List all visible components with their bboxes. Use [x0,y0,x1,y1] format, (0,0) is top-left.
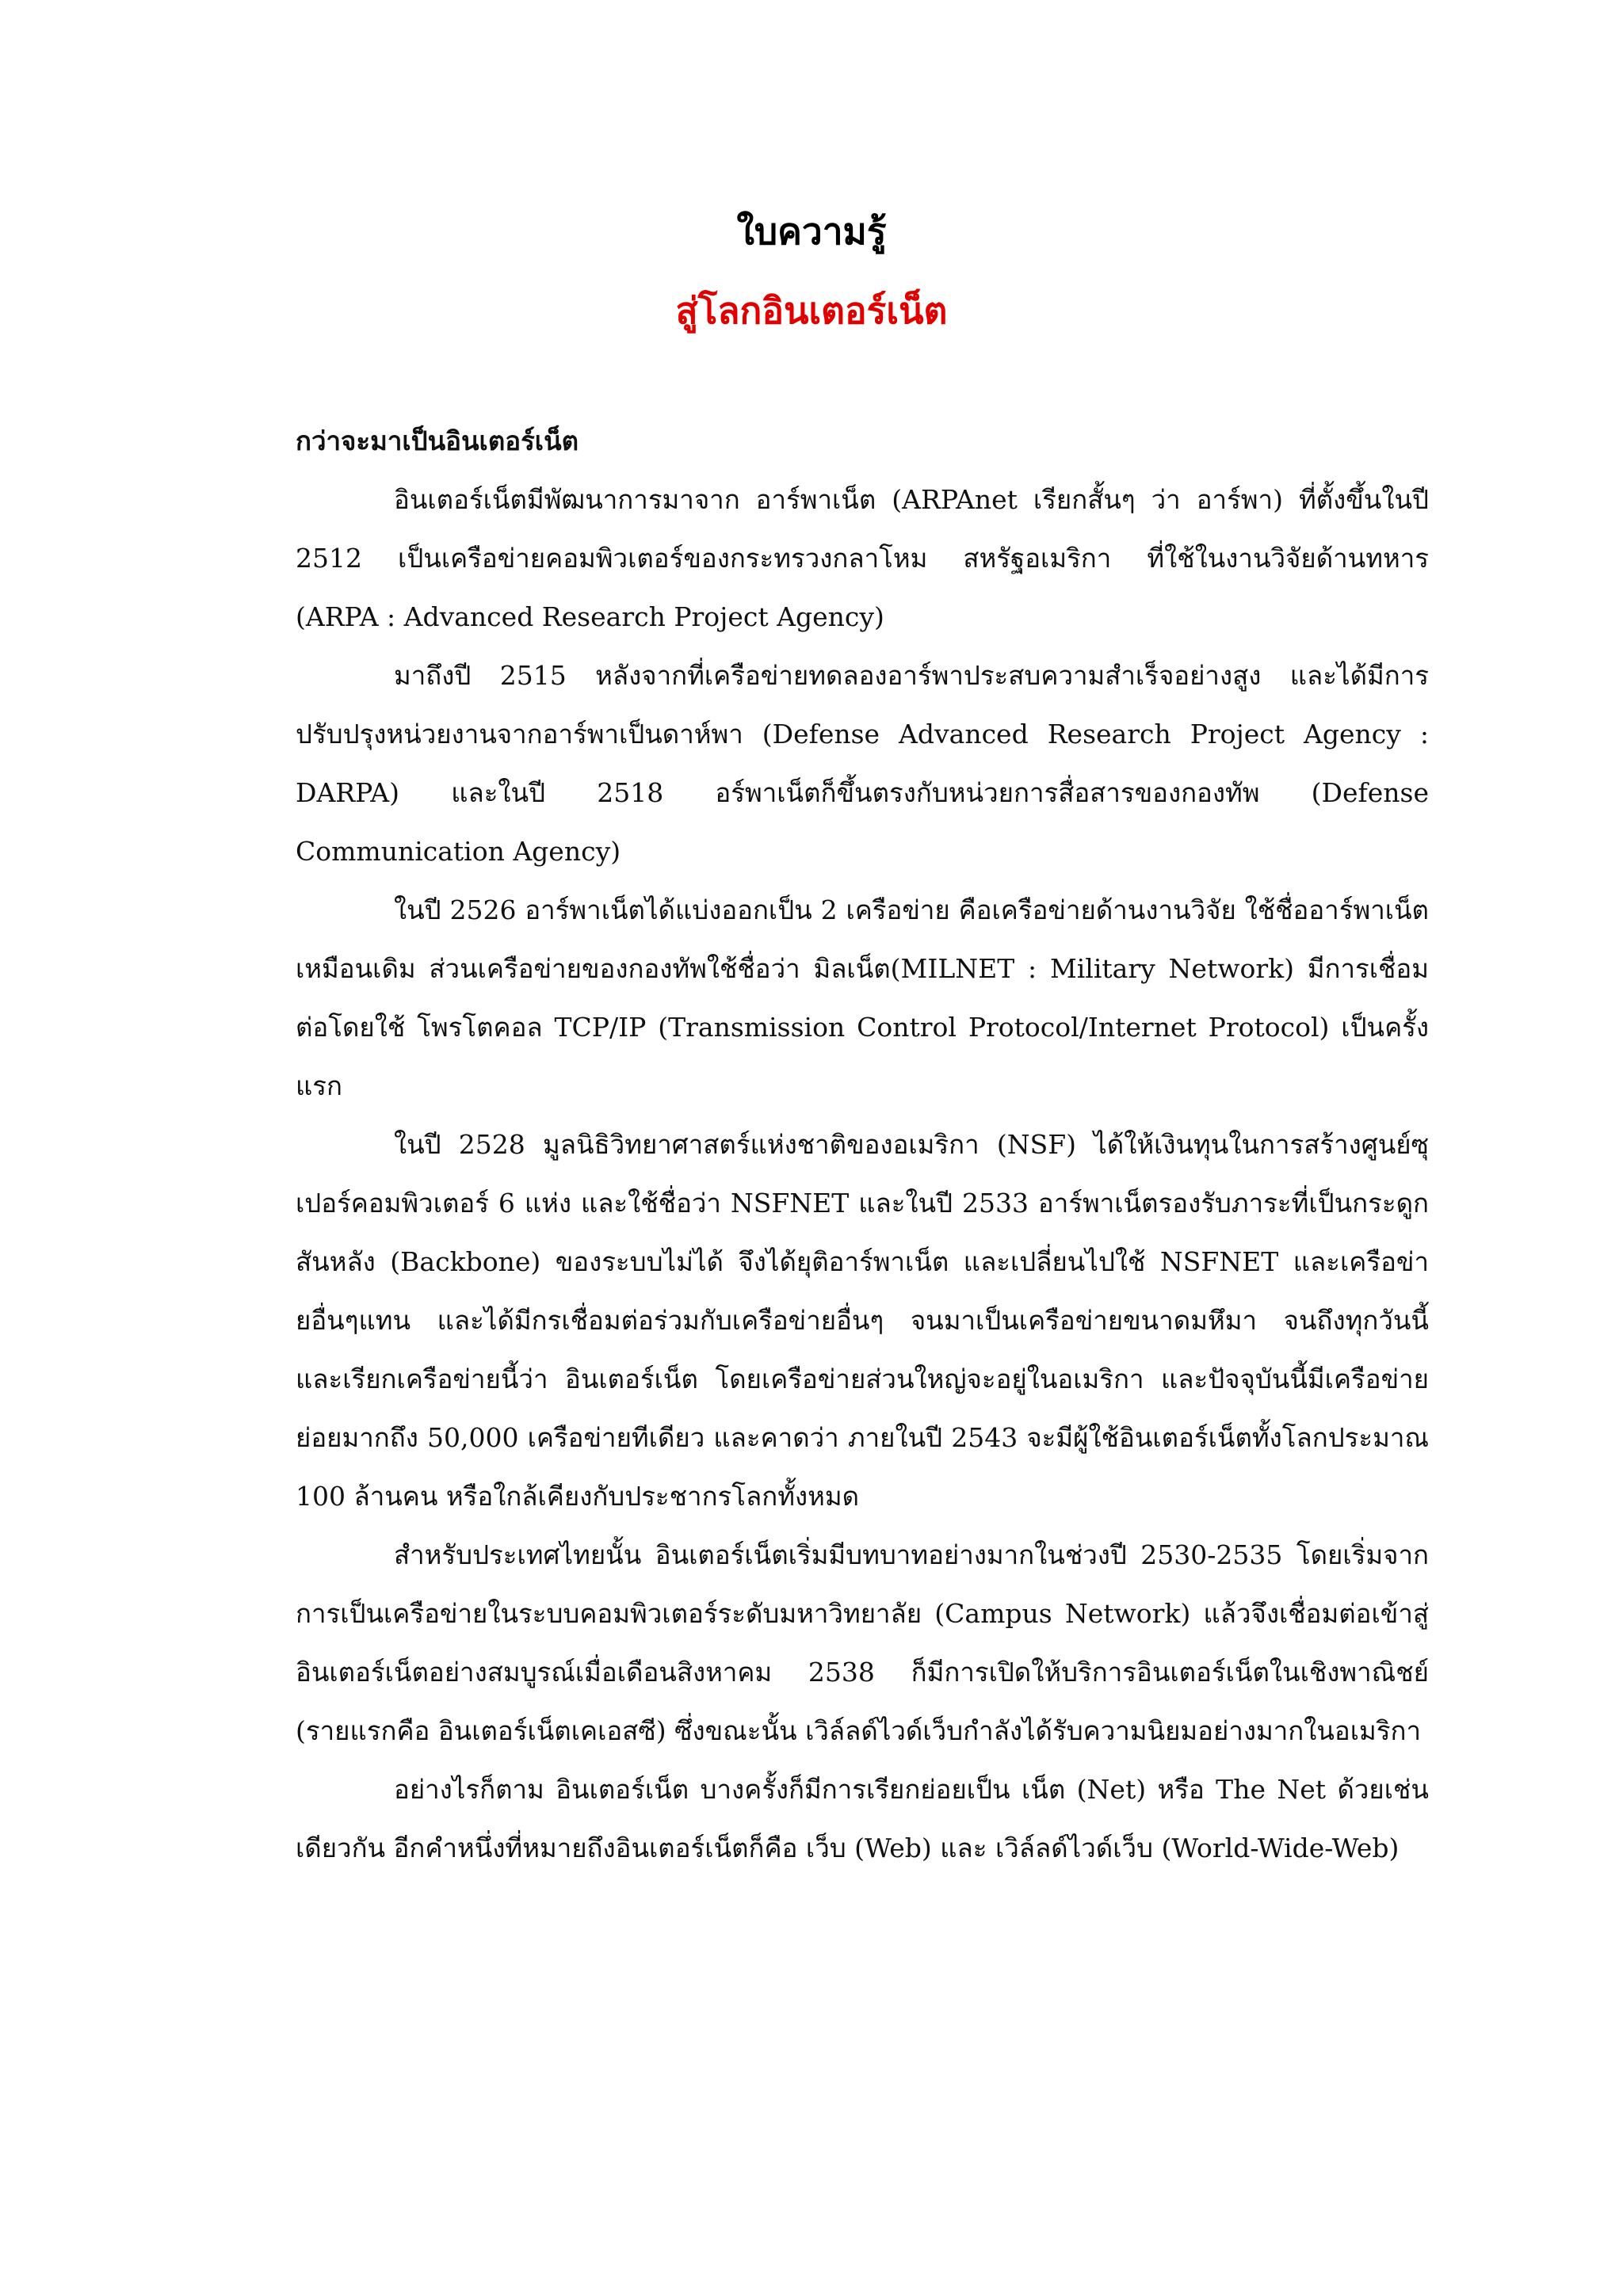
document-title: ใบความรู้ [736,210,887,253]
document-body [296,412,1429,1878]
paragraph-darpa: มาถึงปี 2515 หลังจากที่เครือข่ายทดลองอาร์พาประสบความสำเร็จอย่างสูง และได้มีการปรับปรุงหน่วยงานจากอาร์พาเป็นดาห์พา (Defense Advanced Research Project Agency : DARPA) และในปี 2518 อร์พาเน็ตก็ขึ้นตรงกับหน่วยการสื่อสารของกองทัพ (Defense Communication Agency) [296,660,1429,867]
paragraph-nsfnet: ในปี 2528 มูลนิธิวิทยาศาสตร์แห่งชาติของอเมริกา (NSF) ได้ให้เงินทุนในการสร้างศูนย์ซุเปอร์คอมพิวเตอร์ 6 แห่ง และใช้ชื่อว่า NSFNET และในปี 2533 อาร์พาเน็ตรองรับภาระที่เป็นกระดูกสันหลัง (Backbone) ของระบบไม่ได้ จึงได้ยุติอาร์พาเน็ต และเปลี่ยนไปใช้ NSFNET และเครือข่ายอื่นๆแทน และได้มีกรเชื่อมต่อร่วมกับเครือข่ายอื่นๆ จนมาเป็นเครือข่ายขนาดมหึมา จนถึงทุกวันนี้ และเรียกเครือข่ายนี้ว่า อินเตอร์เน็ต โดยเครือข่ายส่วนใหญ่จะอยู่ในอเมริกา และปัจจุบันนี้มีเครือข่ายย่อยมากถึง 50,000 เครือข่ายทีเดียว และคาดว่า ภายในปี 2543 จะมีผู้ใช้อินเตอร์เน็ตทั้งโลกประมาณ 100 ล้านคน หรือใกล้เคียงกับประชากรโลกทั้งหมด [296,1129,1429,1512]
paragraph-thailand: สำหรับประเทศไทยนั้น อินเตอร์เน็ตเริ่มมีบทบาทอย่างมากในช่วงปี 2530-2535 โดยเริ่มจากการเป็นเครือข่ายในระบบคอมพิวเตอร์ระดับมหาวิทยาลัย (Campus Network) แล้วจึงเชื่อมต่อเข้าสู่อินเตอร์เน็ตอย่างสมบูรณ์เมื่อเดือนสิงหาคม 2538 ก็มีการเปิดให้บริการอินเตอร์เน็ตในเชิงพาณิชย์ (รายแรกคือ อินเตอร์เน็ตเคเอสซี) ซึ่งขณะนั้น เวิล์ลด์ไวด์เว็บกำลังได้รับความนิยมอย่างมากในอเมริกา [296,1539,1429,1746]
paragraph-arpanet-origin: อินเตอร์เน็ตมีพัฒนาการมาจาก อาร์พาเน็ต (ARPAnet เรียกสั้นๆ ว่า อาร์พา) ที่ตั้งขึ้นในปี 2512 เป็นเครือข่ายคอมพิวเตอร์ของกระทรวงกลาโหม สหรัฐอเมริกา ที่ใช้ในงานวิจัยด้านทหาร (ARPA : Advanced Research Project Agency) [296,484,1429,632]
paragraph-milnet: ในปี 2526 อาร์พาเน็ตได้แบ่งออกเป็น 2 เครือข่าย คือเครือข่ายด้านงานวิจัย ใช้ชื่ออาร์พาเน็ตเหมือนเดิม ส่วนเครือข่ายของกองทัพใช้ชื่อว่า มิลเน็ต(MILNET : Military Network) มีการเชื่อมต่อโดยใช้ โพรโตคอล TCP/IP (Transmission Control Protocol/Internet Protocol) เป็นครั้งแรก [296,894,1429,1101]
paragraph-net-names: อย่างไรก็ตาม อินเตอร์เน็ต บางครั้งก็มีการเรียกย่อยเป็น เน็ต (Net) หรือ The Net ด้วยเช่นเดียวกัน อีกคำหนึ่งที่หมายถึงอินเตอร์เน็ตก็คือ เว็บ (Web) และ เวิล์ลด์ไวด์เว็บ (World-Wide-Web) [296,1774,1429,1863]
section-heading: กว่าจะมาเป็นอินเตอร์เน็ต [296,425,579,456]
document-subtitle: สู่โลกอินเตอร์เน็ต [675,289,948,332]
